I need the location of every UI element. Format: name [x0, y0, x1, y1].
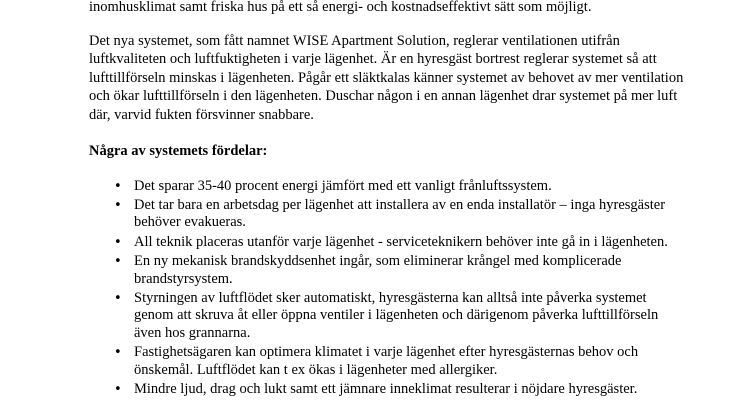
- list-item: [89, 344, 689, 379]
- list-item-text: Mindre ljud, drag och lukt samt ett jämnare inneklimat resulterar i nöjdare hyresgäster.: [134, 380, 638, 397]
- list-item: [89, 381, 689, 398]
- bullet-icon: •: [114, 178, 122, 194]
- section-heading: Några av systemets fördelar:: [89, 143, 268, 159]
- list-item: [89, 178, 689, 195]
- list-item-text: Styrningen av luftflödet sker automatiskt, hyresgästerna kan alltså inte påverka systemet genom att skruva åt eller öppna ventiler i lägenheten och därigenom påverka lufttillförseln även hos grannarna.: [134, 289, 659, 341]
- bullet-icon: •: [114, 345, 122, 361]
- list-item-text: All teknik placeras utanför varje lägenhet - serviceteknikern behöver inte gå in i lägenheten.: [134, 233, 668, 250]
- bullet-icon: •: [114, 234, 122, 250]
- bullet-icon: •: [114, 254, 122, 270]
- list-item: [89, 234, 689, 251]
- document-page: [89, 0, 689, 400]
- intro-tail-text: inomhusklimat samt friska hus på ett så energi- och kostnadseffektivt sätt som möjligt.: [89, 0, 592, 15]
- bullet-icon: •: [114, 290, 122, 306]
- list-item: [89, 197, 689, 232]
- list-item: [89, 253, 689, 288]
- list-item-text: Fastighetsägaren kan optimera klimatet i varje lägenhet efter hyresgästernas behov och önskemål. Luftflödet kan t ex ökas i lägenheter med allergiker.: [134, 344, 639, 378]
- list-item-text: Det tar bara en arbetsdag per lägenhet att installera av en enda installatör – inga hyresgäster behöver evakueras.: [134, 196, 666, 231]
- bullet-icon: •: [114, 381, 122, 397]
- list-item: [89, 290, 689, 342]
- list-item-text: En ny mekanisk brandskyddsenhet ingår, som eliminerar krångel med komplicerade brandstyrsystem.: [134, 253, 622, 287]
- advantages-list: [89, 178, 689, 399]
- bullet-icon: •: [114, 197, 122, 213]
- body-paragraph: Det nya systemet, som fått namnet WISE Apartment Solution, reglerar ventilationen utifrån luftkvaliteten och luftfuktigheten i varje lägenhet. Är en hyresgäst bortrest reglerar systemet så att lufttillförseln minskas i lägenheten. Pågår ett släktkalas känner systemet av behovet av mer ventilation och ökar lufttillförseln i den lägenheten. Duschar någon i en annan lägenhet drar systemet på mer luft där, varvid fukten försvinner snabbare.: [89, 32, 684, 123]
- list-item-text: Det sparar 35-40 procent energi jämfört med ett vanligt frånluftssystem.: [134, 177, 552, 194]
